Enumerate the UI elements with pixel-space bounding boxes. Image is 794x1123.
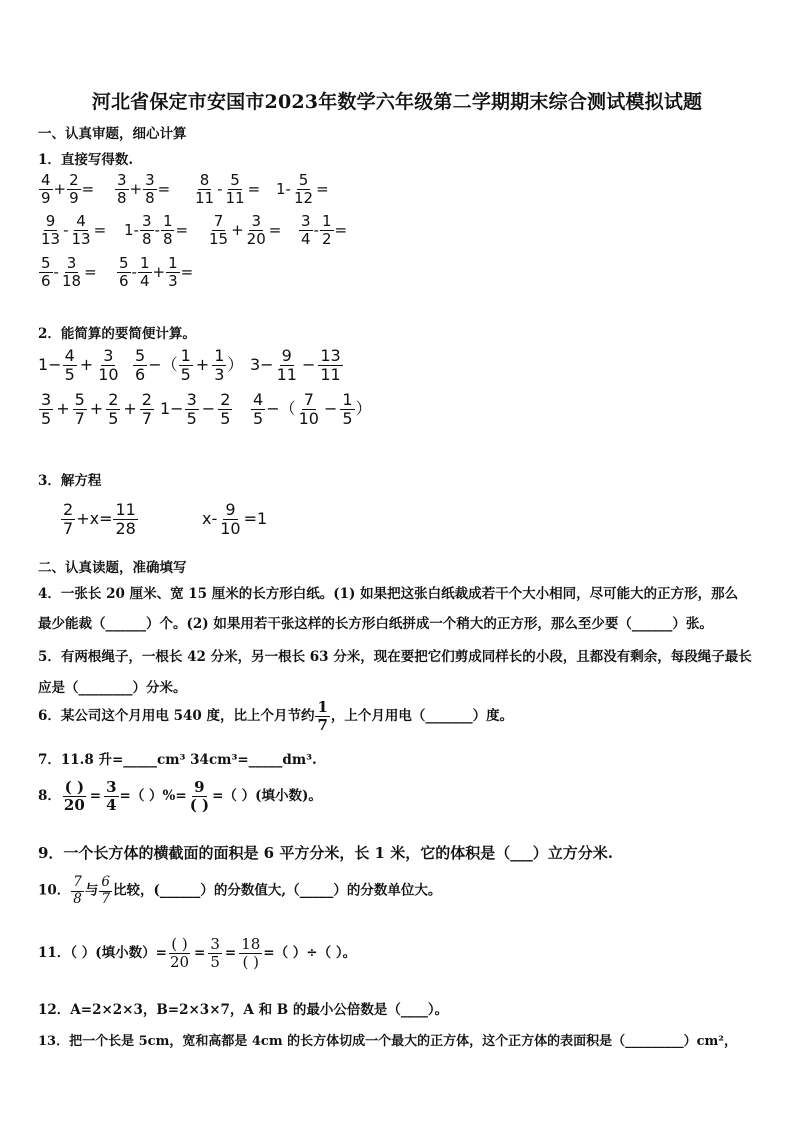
q1-item-1: $\frac{4}{9}$ + $\frac{2}{9}$ = bbox=[41, 171, 95, 207]
q1-item-4: 1- $\frac{5}{12}$ = bbox=[276, 171, 329, 207]
q1-item-10: $\frac{5}{6}$ - $\frac{1}{4}$ + $\frac{1}{3}$ = bbox=[119, 254, 194, 290]
q10-line: 10． $\frac{7}{8}$ 与 $\frac{6}{7}$ 比较，(______）的分数值大,（_____）的分数单位大。 bbox=[38, 874, 442, 907]
q4-line-2: 最少能裁（______）个。(2) 如果用若干张这样的长方形白纸拼成一个稍大的正方形，那么至少要（______）张。 bbox=[38, 616, 713, 632]
q1-item-7: $\frac{7}{15}$ + $\frac{3}{20}$ = bbox=[209, 212, 282, 248]
q2-expr-1: 1− $\frac{4}{5}$ + $\frac{3}{10}$ bbox=[38, 346, 119, 384]
section-1-heading: 一、认真审题，细心计算 bbox=[38, 126, 187, 142]
q6-line: 6．某公司这个月用电 540 度，比上个月节约 $\frac{1}{7}$ ，上个月用电（_______）度。 bbox=[38, 698, 514, 734]
q1-label: 1．直接写得数. bbox=[38, 152, 134, 168]
q3-equation-2: x- $\frac{9}{10}$ =1 bbox=[202, 500, 268, 538]
q1-item-5: $\frac{9}{13}$ - $\frac{4}{13}$ = bbox=[41, 212, 107, 248]
q1-item-3: $\frac{8}{11}$ - $\frac{5}{11}$ = bbox=[195, 171, 261, 207]
q5-line-1: 5．有两根绳子，一根长 42 分米，另一根长 63 分米，现在要把它们剪成同样长的小段，且都没有剩余，每段绳子最长 bbox=[38, 649, 752, 665]
q8-line: 8． ( ) 20 = $\frac{3}{4}$ =（ ）%= 9 ( ) =（ ）(填小数)。 bbox=[38, 778, 322, 814]
q9-line: 9．一个长方体的横截面的面积是 6 平方分米，长 1 米，它的体积是（___）立方分米. bbox=[38, 844, 613, 862]
q2-expr-3: 3− $\frac{9}{11}$ − $\frac{13}{11}$ bbox=[250, 346, 341, 384]
q2-expr-4: $\frac{3}{5}$ + $\frac{5}{7}$ + $\frac{2}{5}$ + $\frac{2}{7}$ bbox=[41, 390, 152, 428]
page-title: 河北省保定市安国市2023年数学六年级第二学期期末综合测试模拟试题 bbox=[91, 91, 703, 113]
q2-expr-5: 1− $\frac{3}{5}$ − $\frac{2}{5}$ bbox=[160, 390, 231, 428]
q1-item-8: $\frac{3}{4}$ - $\frac{1}{2}$ = bbox=[301, 212, 348, 248]
q2-label: 2．能简算的要简便计算。 bbox=[38, 326, 196, 342]
q13-line: 13．把一个长是 5cm，宽和高都是 4cm 的长方体切成一个最大的正方体，这个正方体的表面积是（_________）cm²， bbox=[38, 1034, 737, 1049]
q2-expr-6: $\frac{4}{5}$ −（ $\frac{7}{10}$ − $\frac{1}{5}$ ） bbox=[253, 390, 372, 428]
q4-line-1: 4．一张长 20 厘米、宽 15 厘米的长方形白纸。(1) 如果把这张白纸裁成若干个大小相同，尽可能大的正方形，那么 bbox=[38, 586, 739, 602]
q1-item-2: $\frac{3}{8}$ + $\frac{3}{8}$ = bbox=[117, 171, 171, 207]
q2-expr-2: $\frac{5}{6}$ −（ $\frac{1}{5}$ + $\frac{1}{3}$ ） bbox=[135, 346, 244, 384]
q12-line: 12．A=2×2×3，B=2×3×7，A 和 B 的最小公倍数是（____）。 bbox=[38, 1002, 449, 1018]
q3-label: 3．解方程 bbox=[38, 473, 102, 489]
section-2-heading: 二、认真读题，准确填写 bbox=[38, 560, 187, 576]
q1-item-6: 1- $\frac{3}{8}$ - $\frac{1}{8}$ = bbox=[124, 212, 189, 248]
q3-equation-1: $\frac{2}{7}$ +x= $\frac{11}{28}$ bbox=[63, 500, 136, 538]
q7-line: 7．11.8 升=_____cm³ 34cm³=_____dm³. bbox=[38, 752, 317, 768]
q5-line-2: 应是（________）分米。 bbox=[38, 680, 187, 696]
q11-line: 11．（ ）(填小数）= ( ) 20 = $\frac{3}{5}$ = 18 ( ) =（ ）÷（ ）。 bbox=[38, 935, 357, 971]
q1-item-9: $\frac{5}{6}$ - $\frac{3}{18}$ = bbox=[41, 254, 97, 290]
